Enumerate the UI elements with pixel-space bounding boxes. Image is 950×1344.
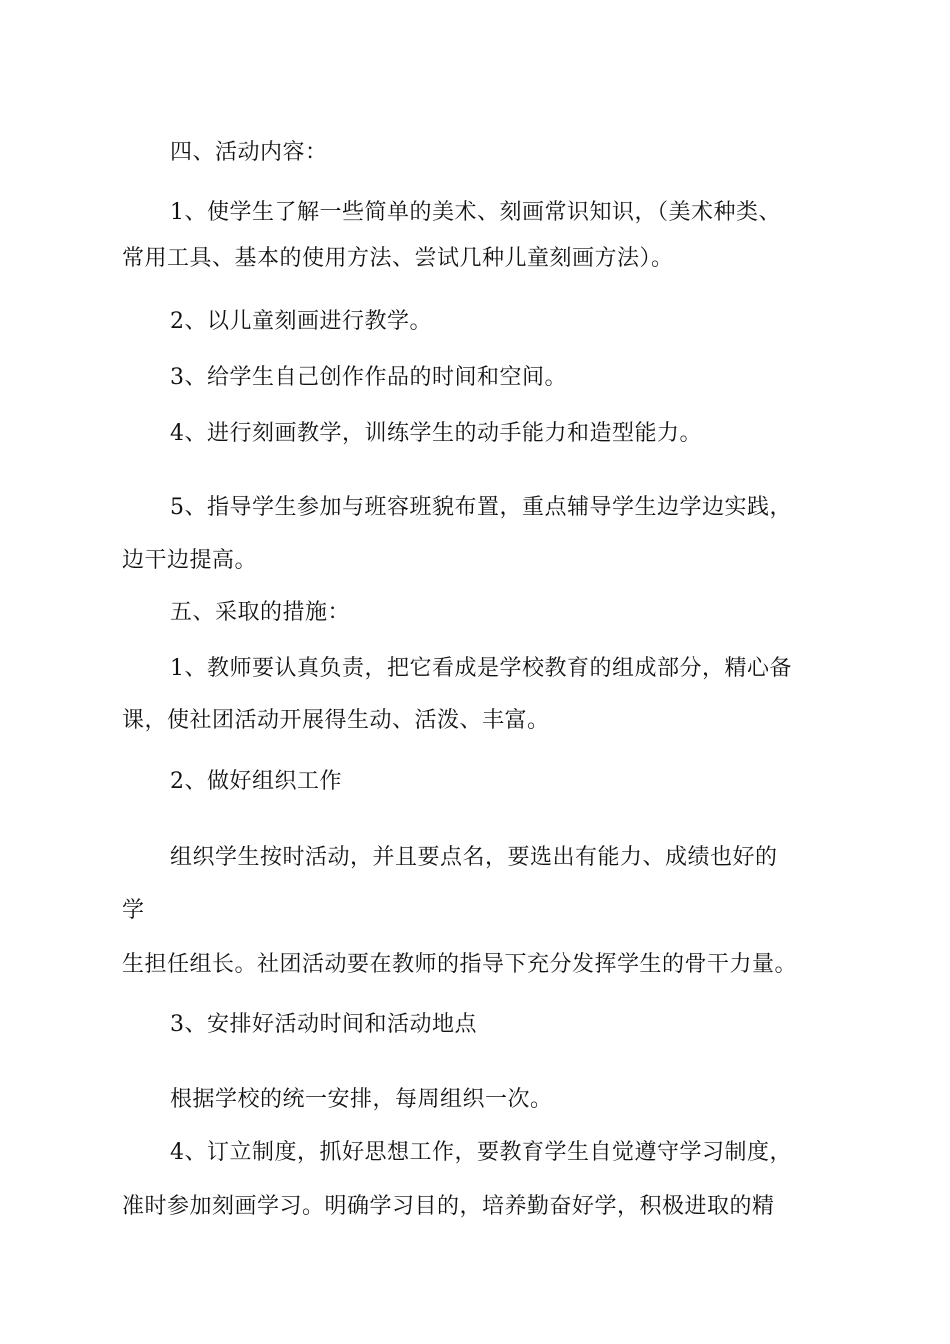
paragraph-line: 4、进行刻画教学，训练学生的动手能力和造型能力。 (170, 421, 702, 446)
paragraph-line: 根据学校的统一安排，每周组织一次。 (170, 1087, 553, 1112)
paragraph-line: 边干边提高。 (122, 548, 258, 573)
paragraph-line: 学 (122, 898, 145, 923)
paragraph-line: 生担任组长。社团活动要在教师的指导下充分发挥学生的骨干力量。 (122, 952, 798, 977)
paragraph-line: 3、安排好活动时间和活动地点 (170, 1012, 477, 1037)
paragraph-line: 2、以儿童刻画进行教学。 (170, 309, 432, 334)
paragraph-line: 组织学生按时活动，并且要点名，要选出有能力、成绩也好的 (170, 845, 778, 870)
paragraph-line: 3、给学生自己创作作品的时间和空间。 (170, 365, 567, 390)
paragraph-line: 5、指导学生参加与班容班貌布置，重点辅导学生边学边实践， (170, 495, 792, 520)
paragraph-line: 常用工具、基本的使用方法、尝试几种儿童刻画方法）。 (122, 246, 674, 271)
section-heading-activity-content: 四、活动内容： (170, 140, 328, 165)
paragraph-line: 准时参加刻画学习。明确学习目的，培养勤奋好学，积极进取的精 (122, 1194, 775, 1219)
paragraph-line: 2、做好组织工作 (170, 769, 342, 794)
paragraph-line: 4、订立制度，抓好思想工作，要教育学生自觉遵守学习制度， (170, 1140, 792, 1165)
section-heading-measures: 五、采取的措施： (170, 600, 351, 625)
paragraph-line: 1、教师要认真负责，把它看成是学校教育的组成部分，精心备 (170, 656, 792, 681)
paragraph-line: 1、使学生了解一些简单的美术、刻画常识知识，（美术种类、 (170, 200, 781, 225)
paragraph-line: 课，使社团活动开展得生动、活泼、丰富。 (122, 708, 550, 733)
